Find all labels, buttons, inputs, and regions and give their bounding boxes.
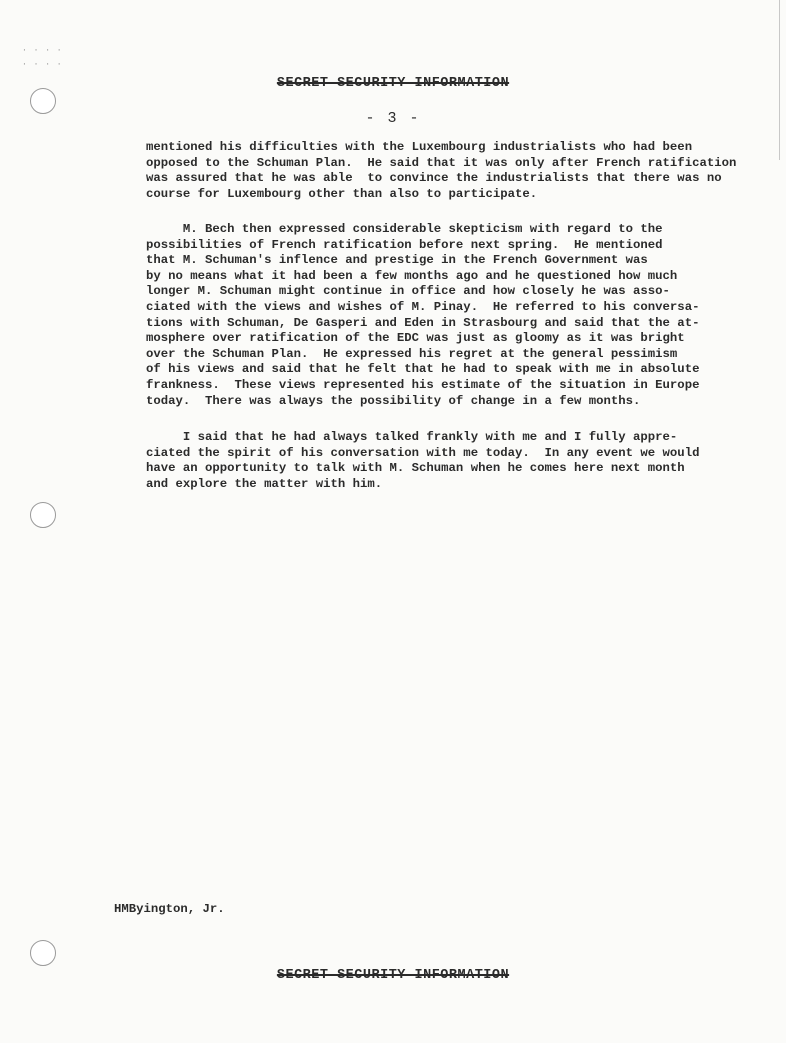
text-line: opposed to the Schuman Plan. He said that it was only after French ratification: [146, 155, 737, 170]
text-line: ciated with the views and wishes of M. Pinay. He referred to his conversa-: [146, 299, 700, 314]
paragraph-1: [146, 140, 771, 202]
header-classification: SECRET SECURITY INFORMATION: [276, 76, 510, 91]
text-line: frankness. These views represented his estimate of the situation in Europe: [146, 377, 700, 392]
footer-classification: SECRET SECURITY INFORMATION: [276, 968, 510, 983]
margin-pencil-note: · · · · · · · ·: [22, 46, 63, 69]
paragraph-3: [146, 430, 771, 492]
text-line: today. There was always the possibility of change in a few months.: [146, 393, 641, 408]
text-line: and explore the matter with him.: [146, 476, 383, 491]
text-line: mentioned his difficulties with the Luxembourg industrialists who had been: [146, 140, 693, 154]
paragraph-2: [146, 222, 771, 409]
text-line: tions with Schuman, De Gasperi and Eden in Strasbourg and said that the at-: [146, 315, 700, 330]
text-line: mosphere over ratification of the EDC was just as gloomy as it was bright: [146, 331, 685, 346]
punch-hole-bottom: [30, 940, 56, 966]
text-line: have an opportunity to talk with M. Schuman when he comes here next month: [146, 461, 685, 476]
text-line: longer M. Schuman might continue in office and how closely he was asso-: [146, 284, 670, 299]
text-line: of his views and said that he felt that he had to speak with me in absolute: [146, 362, 700, 377]
text-line: by no means what it had been a few months ago and he questioned how much: [146, 268, 678, 283]
text-line: course for Luxembourg other than also to participate.: [146, 186, 538, 201]
signature: HMByington, Jr.: [114, 902, 225, 916]
text-line: over the Schuman Plan. He expressed his regret at the general pessimism: [146, 346, 678, 361]
text-line: I said that he had always talked frankly with me and I fully appre-: [146, 430, 678, 444]
text-line: M. Bech then expressed considerable skepticism with regard to the: [146, 222, 663, 236]
text-line: ciated the spirit of his conversation with me today. In any event we would: [146, 445, 700, 460]
text-line: was assured that he was able to convince the industrialists that there was no: [146, 171, 722, 186]
text-line: possibilities of French ratification before next spring. He mentioned: [146, 237, 663, 252]
punch-hole-middle: [30, 502, 56, 528]
page-number: - 3 -: [365, 110, 421, 127]
text-line: that M. Schuman's inflence and prestige in the French Government was: [146, 253, 648, 268]
